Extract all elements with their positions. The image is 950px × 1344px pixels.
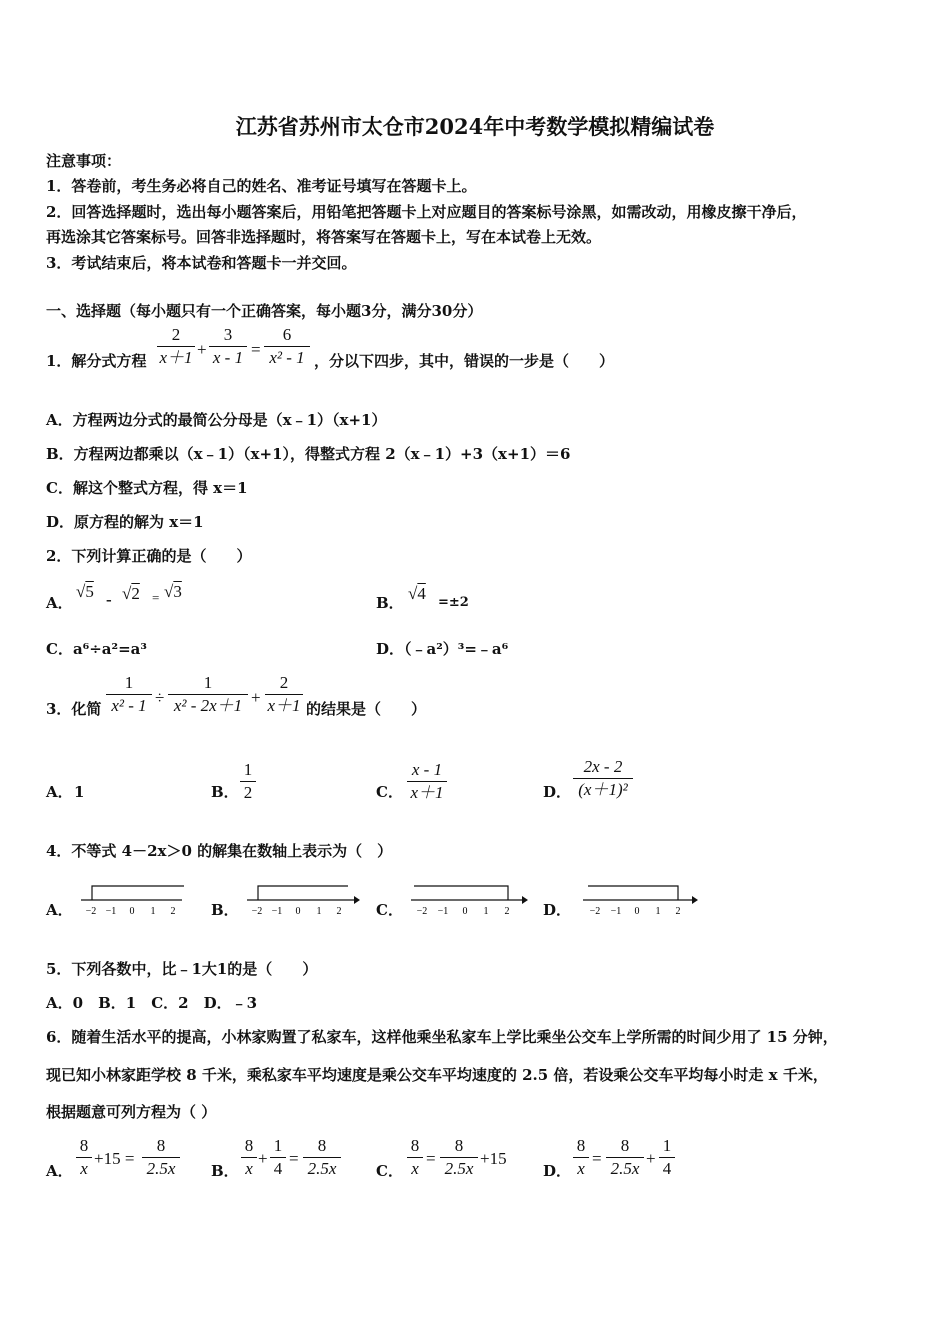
- q2-stem: 2．下列计算正确的是（ ）: [46, 547, 252, 565]
- tick-label: −1: [437, 906, 449, 917]
- tick-label: 2: [170, 906, 176, 917]
- q1-option-b: B．方程两边都乘以（x﹣1）（x+1），得整式方程 2（x﹣1）+3（x+1）＝6: [46, 445, 571, 463]
- section-heading: 一、选择题（每小题只有一个正确答案，每小题3分，满分30分）: [46, 302, 483, 320]
- q3-frac-1: 1 x² - 1: [106, 673, 152, 716]
- q4-option-c-label: C．: [376, 901, 403, 919]
- notice-item: 1．答卷前，考生务必将自己的姓名、准考证号填写在答题卡上。: [46, 177, 477, 195]
- q6-option-b-label: B．: [211, 1162, 239, 1180]
- tick-label: 2: [336, 906, 342, 917]
- tick-label: 0: [129, 906, 135, 917]
- q2-option-c: C．a⁶÷a²=a³: [46, 640, 147, 658]
- q2-equals: =: [152, 590, 160, 605]
- page-title: 江苏省苏州市太仓市2024年中考数学模拟精编试卷: [235, 114, 715, 139]
- tick-label: −1: [610, 906, 622, 917]
- q1-prefix: 1．解分式方程: [46, 352, 147, 370]
- q3-option-b: 1 2: [240, 760, 256, 803]
- q1-option-d: D．原方程的解为 x＝1: [46, 513, 204, 531]
- q6-b-frac-3: 8 2.5x: [303, 1136, 341, 1179]
- q3-option-a: 1: [74, 783, 85, 801]
- q6-a-frac-1: 8 x: [76, 1136, 92, 1179]
- q2-option-a-label: A．: [46, 594, 73, 612]
- q6-c-eq: =: [426, 1149, 436, 1168]
- q5-options: A．0 B．1 C．2 D．﹣3: [46, 994, 258, 1012]
- q6-b-eq: =: [289, 1149, 299, 1168]
- q3-option-b-label: B．: [211, 783, 239, 801]
- q2-option-b-rest: =±2: [438, 595, 469, 610]
- q6-line-3: 根据题意可列方程为（ ）: [46, 1103, 217, 1121]
- tick-label: −2: [589, 906, 601, 917]
- q6-a-mid: +15 =: [94, 1149, 135, 1168]
- q6-option-d-label: D．: [543, 1162, 572, 1180]
- q3-frac-2: 1 x² - 2x＋1: [168, 673, 248, 716]
- q2-minus: -: [106, 590, 112, 609]
- q3-option-a-label: A．: [46, 783, 73, 801]
- q3-option-d: 2x - 2 (x＋1)²: [573, 757, 633, 800]
- tick-label: 2: [504, 906, 510, 917]
- tick-label: 2: [675, 906, 681, 917]
- q3-plus: +: [251, 688, 261, 707]
- q2-option-a-expr: √5: [76, 582, 94, 601]
- q1-frac-3: 6 x² - 1: [264, 325, 310, 368]
- tick-label: 1: [655, 906, 661, 917]
- q1-option-a: A．方程两边分式的最简公分母是（x﹣1）（x+1）: [46, 411, 387, 429]
- q4-option-a-label: A．: [46, 901, 73, 919]
- tick-label: 1: [316, 906, 322, 917]
- tick-label: 1: [483, 906, 489, 917]
- q6-b-frac-1: 8 x: [241, 1136, 257, 1179]
- q6-d-eq: =: [592, 1149, 602, 1168]
- notice-heading: 注意事项：: [46, 152, 122, 170]
- q6-option-c-label: C．: [376, 1162, 403, 1180]
- q3-div: ÷: [155, 688, 165, 707]
- tick-label: 0: [634, 906, 640, 917]
- tick-label: −2: [85, 906, 97, 917]
- q6-d-frac-1: 8 x: [573, 1136, 589, 1179]
- q4-number-line-c: [408, 876, 528, 918]
- q4-number-line-d: [580, 876, 698, 918]
- q6-line-1: 6．随着生活水平的提高，小林家购置了私家车，这样他乘坐私家车上学比乘坐公交车上学所需的时间少用了 15 分钟，: [46, 1028, 838, 1046]
- q1-suffix: ，分以下四步，其中，错误的一步是（ ）: [314, 352, 615, 370]
- tick-label: 1: [150, 906, 156, 917]
- q3-option-c: x - 1 x＋1: [407, 760, 447, 803]
- q6-d-frac-2: 8 2.5x: [606, 1136, 644, 1179]
- q4-number-line-a: [78, 876, 190, 918]
- q2-root-2: √2: [122, 584, 140, 603]
- q6-b-frac-2: 1 4: [270, 1136, 286, 1179]
- q6-b-plus: +: [258, 1149, 268, 1168]
- tick-label: 0: [295, 906, 301, 917]
- q6-line-2: 现已知小林家距学校 8 千米，乘私家车平均速度是乘公交车平均速度的 2.5 倍，若设乘公交车平均每小时走 x 千米，: [46, 1066, 828, 1084]
- q3-option-c-label: C．: [376, 783, 403, 801]
- q3-frac-3: 2 x＋1: [265, 673, 303, 716]
- tick-label: 0: [462, 906, 468, 917]
- q3-suffix: 的结果是（ ）: [306, 700, 427, 718]
- tick-label: −2: [416, 906, 428, 917]
- q2-option-b-label: B．: [376, 594, 404, 612]
- q1-frac-1: 2 x＋1: [157, 325, 195, 368]
- q2-option-b-expr: √4: [408, 584, 426, 603]
- q1-equals: =: [251, 340, 261, 359]
- q6-c-rest: +15: [480, 1149, 507, 1168]
- tick-label: −1: [105, 906, 117, 917]
- q6-c-frac-2: 8 2.5x: [440, 1136, 478, 1179]
- tick-label: −2: [251, 906, 263, 917]
- q6-option-a-label: A．: [46, 1162, 73, 1180]
- q2-root-3: √3: [164, 582, 182, 601]
- q4-option-b-label: B．: [211, 901, 239, 919]
- q3-option-d-label: D．: [543, 783, 572, 801]
- q4-option-d-label: D．: [543, 901, 572, 919]
- q1-plus: +: [197, 340, 207, 359]
- q6-d-frac-3: 1 4: [659, 1136, 675, 1179]
- q6-a-frac-2: 8 2.5x: [142, 1136, 180, 1179]
- q3-prefix: 3．化简: [46, 700, 102, 718]
- q2-option-d: D．（﹣a²）³=﹣a⁶: [376, 640, 509, 658]
- notice-item: 2．回答选择题时，选出每小题答案后，用铅笔把答题卡上对应题目的答案标号涂黑，如需改动，用橡皮擦干净后，: [46, 203, 807, 221]
- q6-c-frac-1: 8 x: [407, 1136, 423, 1179]
- q1-frac-2: 3 x - 1: [209, 325, 247, 368]
- q4-stem: 4．不等式 4－2x＞0 的解集在数轴上表示为（ ）: [46, 842, 393, 860]
- q6-d-plus: +: [646, 1149, 656, 1168]
- notice-item: 3．考试结束后，将本试卷和答题卡一并交回。: [46, 254, 357, 272]
- notice-item: 再选涂其它答案标号。回答非选择题时，将答案写在答题卡上，写在本试卷上无效。: [46, 228, 602, 246]
- q1-option-c: C．解这个整式方程，得 x＝1: [46, 479, 248, 497]
- q4-number-line-b: [244, 876, 360, 918]
- q5-stem: 5．下列各数中，比﹣1大1的是（ ）: [46, 960, 318, 978]
- tick-label: −1: [271, 906, 283, 917]
